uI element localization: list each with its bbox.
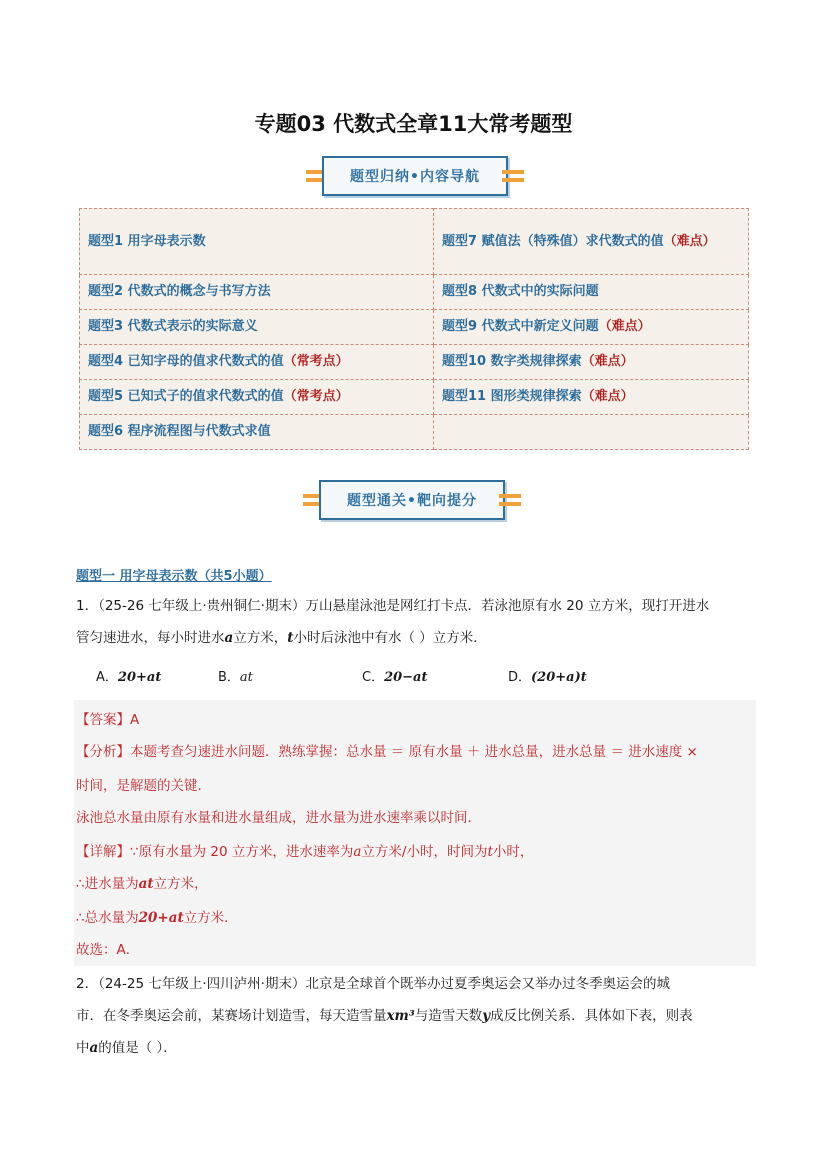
- nav-item[interactable]: 题型10 数字类规律探索（难点）: [434, 345, 749, 380]
- nav-item[interactable]: 题型3 代数式表示的实际意义: [80, 310, 434, 345]
- detail-line-3: ∴总水量为20+at立方米．: [76, 910, 238, 926]
- practice-banner: [303, 480, 521, 520]
- banner-bar-right-icon: [502, 167, 524, 185]
- nav-item[interactable]: 题型1 用字母表示数: [80, 209, 434, 275]
- table-row: [80, 380, 749, 415]
- nav-empty-cell: [434, 415, 749, 450]
- practice-banner-label: 题型通关•靶向提分: [319, 480, 505, 520]
- detail-line-1: 【详解】∵原有水量为 20 立方米，进水速率为a立方米/小时，时间为t小时，: [76, 844, 534, 860]
- question-1-line-2: 管匀速进水，每小时进水a立方米，t小时后泳池中有水（ ）立方米．: [76, 630, 487, 646]
- option-d[interactable]: D．(20+a)t: [508, 670, 587, 685]
- analysis-line-1: 【分析】本题考查匀速进水问题．熟练掌握：总水量 ＝ 原有水量 ＋ 进水总量，进水总量 ＝ 进水速度 ×: [76, 744, 698, 760]
- question-2: [76, 968, 756, 1064]
- table-row: [80, 310, 749, 345]
- question-2-line-3: 中a的值是（ ）．: [76, 1040, 177, 1056]
- option-b[interactable]: B．at: [218, 670, 253, 685]
- table-row: [80, 415, 749, 450]
- detail-line-2: ∴进水量为at立方米，: [76, 876, 208, 892]
- choose-line: 故选：A．: [76, 942, 140, 958]
- table-row: [80, 345, 749, 380]
- table-row: [80, 275, 749, 310]
- banner-bar-right-icon: [499, 491, 521, 509]
- nav-banner: [306, 156, 524, 196]
- analysis-line-3: 泳池总水量由原有水量和进水量组成，进水量为进水速率乘以时间．: [76, 810, 481, 826]
- section-heading[interactable]: 题型一 用字母表示数（共5小题）: [76, 569, 272, 584]
- nav-item[interactable]: 题型9 代数式中新定义问题（难点）: [434, 310, 749, 345]
- question-2-line-1: 2．（24-25 七年级上·四川泸州·期末）北京是全球首个既举办过夏季奥运会又举办过冬季奥运会的城: [76, 976, 670, 992]
- analysis-line-2: 时间，是解题的关键．: [76, 778, 211, 794]
- question-1: [76, 590, 756, 654]
- nav-item[interactable]: 题型8 代数式中的实际问题: [434, 275, 749, 310]
- question-1-line-1: 1．（25-26 七年级上·贵州铜仁·期末）万山悬崖泳池是网红打卡点．若泳池原有水 20 立方米，现打开进水: [76, 598, 710, 614]
- page-title: 专题03 代数式全章11大常考题型: [254, 112, 573, 136]
- nav-banner-label: 题型归纳•内容导航: [322, 156, 508, 196]
- nav-item[interactable]: 题型7 赋值法（特殊值）求代数式的值（难点）: [434, 209, 749, 275]
- topic-navigation-table: [79, 208, 749, 450]
- answer-line: 【答案】A: [76, 712, 140, 728]
- answer-box: [74, 700, 756, 966]
- nav-item[interactable]: 题型5 已知式子的值求代数式的值（常考点）: [80, 380, 434, 415]
- table-row: [80, 209, 749, 275]
- nav-item[interactable]: 题型11 图形类规律探索（难点）: [434, 380, 749, 415]
- nav-item[interactable]: 题型2 代数式的概念与书写方法: [80, 275, 434, 310]
- option-a[interactable]: A．20+at: [96, 670, 162, 685]
- option-c[interactable]: C．20−at: [362, 670, 428, 685]
- nav-item[interactable]: 题型6 程序流程图与代数式求值: [80, 415, 434, 450]
- nav-item[interactable]: 题型4 已知字母的值求代数式的值（常考点）: [80, 345, 434, 380]
- question-2-line-2: 市．在冬季奥运会前，某赛场计划造雪，每天造雪量xm³与造雪天数y成反比例关系．具体如下表，则表: [76, 1008, 693, 1024]
